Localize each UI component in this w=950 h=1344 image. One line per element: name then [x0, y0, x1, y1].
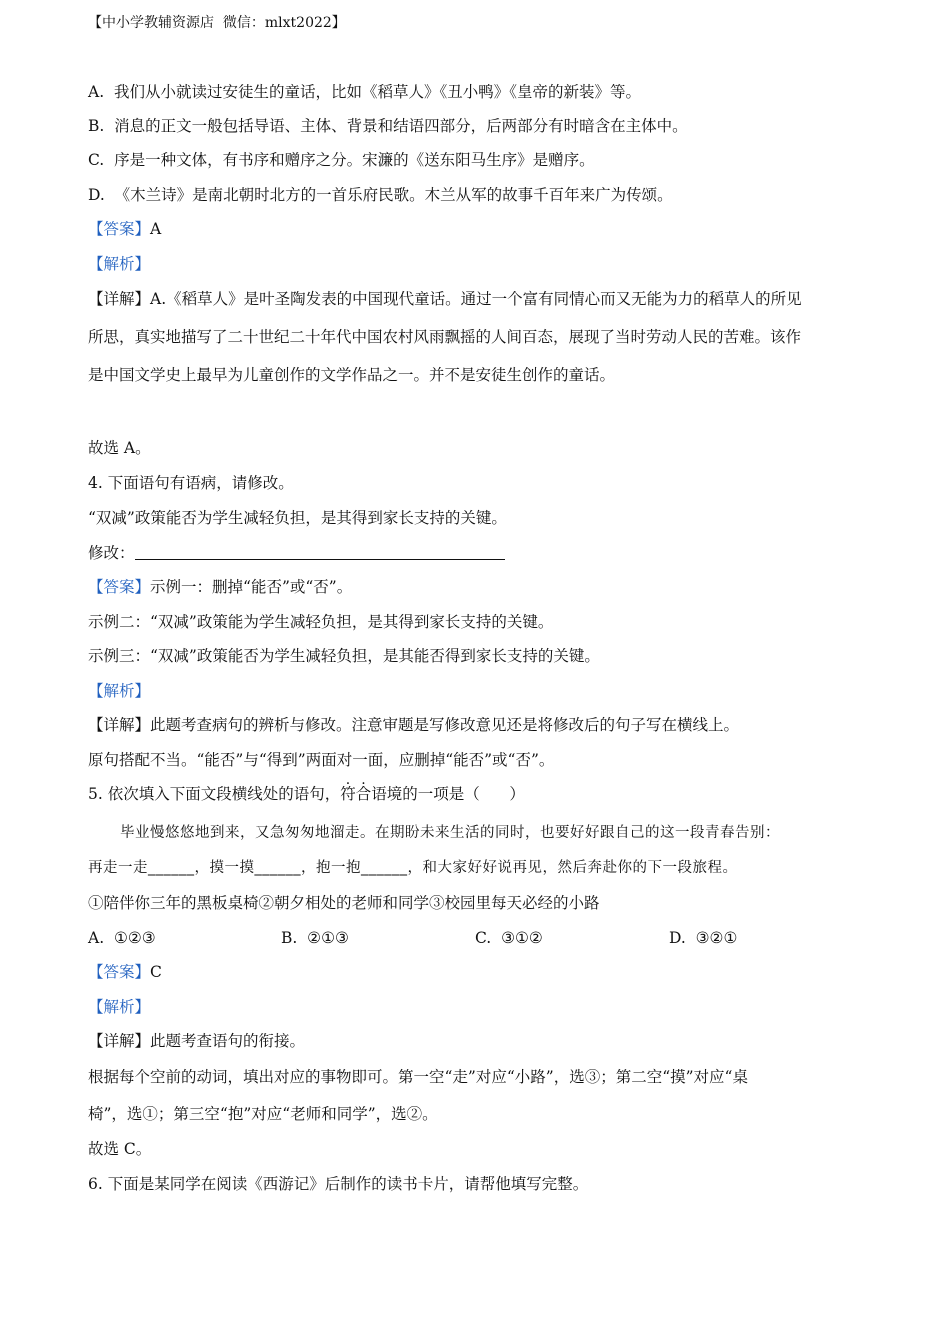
emphasis-char: 合 — [355, 785, 372, 803]
q6-stem: 6. 下面是某同学在阅读《西游记》后制作的读书卡片，请帮他填写完整。 — [88, 1175, 589, 1193]
q5-option-a: A. ①②③ — [88, 929, 156, 947]
answer-tag: 【答案】 — [88, 578, 151, 596]
stem-text: 语境的一项是（ ） — [371, 785, 525, 803]
q3-answer — [88, 218, 161, 240]
q4-answer-example: 示例三：“双减”政策能否为学生减轻负担，是其能否得到家长支持的关键。 — [88, 647, 600, 665]
q4-analysis-tag: 【解析】 — [88, 682, 151, 700]
q5-detail-line: 椅”，选①；第三空“抱”对应“老师和同学”，选②。 — [88, 1105, 438, 1123]
q5-option-d: D. ③②① — [669, 929, 738, 947]
q4-fix-line — [88, 542, 505, 564]
stem-text: 5. 依次填入下面文段横线处的语句， — [88, 785, 341, 803]
q3-option-b: B. 消息的正文一般包括导语、主体、背景和结语四部分，后两部分有时暗含在主体中。 — [88, 117, 688, 135]
q3-option-d: D. 《木兰诗》是南北朝时北方的一首乐府民歌。木兰从军的故事千百年来广为传颂。 — [88, 186, 673, 204]
q5-conclusion: 故选 C。 — [88, 1140, 152, 1158]
q5-option-c: C. ③①② — [475, 929, 543, 947]
q3-conclusion: 故选 A。 — [88, 439, 151, 457]
q5-option-b: B. ②①③ — [281, 929, 349, 947]
q5-detail-line: 根据每个空前的动词，填出对应的事物即可。第一空“走”对应“小路”，选③；第二空“摸”对应“桌 — [88, 1068, 748, 1086]
answer-example: 示例一：删掉“能否”或“否”。 — [150, 578, 353, 596]
q3-detail-line: 是中国文学史上最早为儿童创作的文学作品之一。并不是安徒生创作的童话。 — [88, 366, 616, 384]
emphasis-char: 符 — [340, 785, 356, 803]
q3-analysis-tag: 【解析】 — [88, 255, 151, 273]
q5-stem — [88, 783, 525, 805]
q5-passage-line: 再走一走______，摸一摸______，抱一抱______，和大家好好说再见，然后奔赴你的下一段旅程。 — [88, 860, 738, 876]
answer-blank[interactable] — [135, 543, 505, 560]
q5-detail-line: 【详解】此题考查语句的衔接。 — [88, 1032, 306, 1050]
q4-detail-line: 【详解】此题考查病句的辨析与修改。注意审题是写修改意见还是将修改后的句子写在横线上。 — [88, 716, 740, 734]
answer-tag: 【答案】 — [88, 963, 151, 981]
q4-detail-line: 原句搭配不当。“能否”与“得到”两面对一面，应删掉“能否”或“否”。 — [88, 751, 555, 769]
fix-label: 修改： — [88, 544, 135, 562]
q4-answer — [88, 576, 352, 598]
q4-sentence: “双减”政策能否为学生减轻负担，是其得到家长支持的关键。 — [88, 509, 507, 527]
q5-analysis-tag: 【解析】 — [88, 998, 151, 1016]
page-header: 【中小学教辅资源店 微信：mlxt2022】 — [88, 15, 346, 31]
answer-value: A — [150, 220, 162, 238]
q5-answer — [88, 961, 162, 983]
q4-stem: 4. 下面语句有语病，请修改。 — [88, 474, 294, 492]
answer-tag: 【答案】 — [88, 220, 151, 238]
answer-value: C — [150, 963, 162, 981]
q3-option-c: C. 序是一种文体，有书序和赠序之分。宋濂的《送东阳马生序》是赠序。 — [88, 151, 595, 169]
q5-passage-line: 毕业慢悠悠地到来，又急匆匆地溜走。在期盼未来生活的同时，也要好好跟自己的这一段青春告别： — [120, 825, 780, 841]
q5-items: ①陪伴你三年的黑板桌椅②朝夕相处的老师和同学③校园里每天必经的小路 — [88, 894, 600, 912]
q4-answer-example: 示例二：“双减”政策能为学生减轻负担，是其得到家长支持的关键。 — [88, 613, 554, 631]
q3-detail-line: 所思，真实地描写了二十世纪二十年代中国农村风雨飘摇的人间百态，展现了当时劳动人民的苦难。该作 — [88, 328, 802, 346]
q3-option-a: A. 我们从小就读过安徒生的童话，比如《稻草人》《丑小鸭》《皇帝的新装》等。 — [88, 83, 641, 101]
q3-detail-line: 【详解】A.《稻草人》是叶圣陶发表的中国现代童话。通过一个富有同情心而又无能为力的稻草人的所见 — [88, 290, 802, 308]
